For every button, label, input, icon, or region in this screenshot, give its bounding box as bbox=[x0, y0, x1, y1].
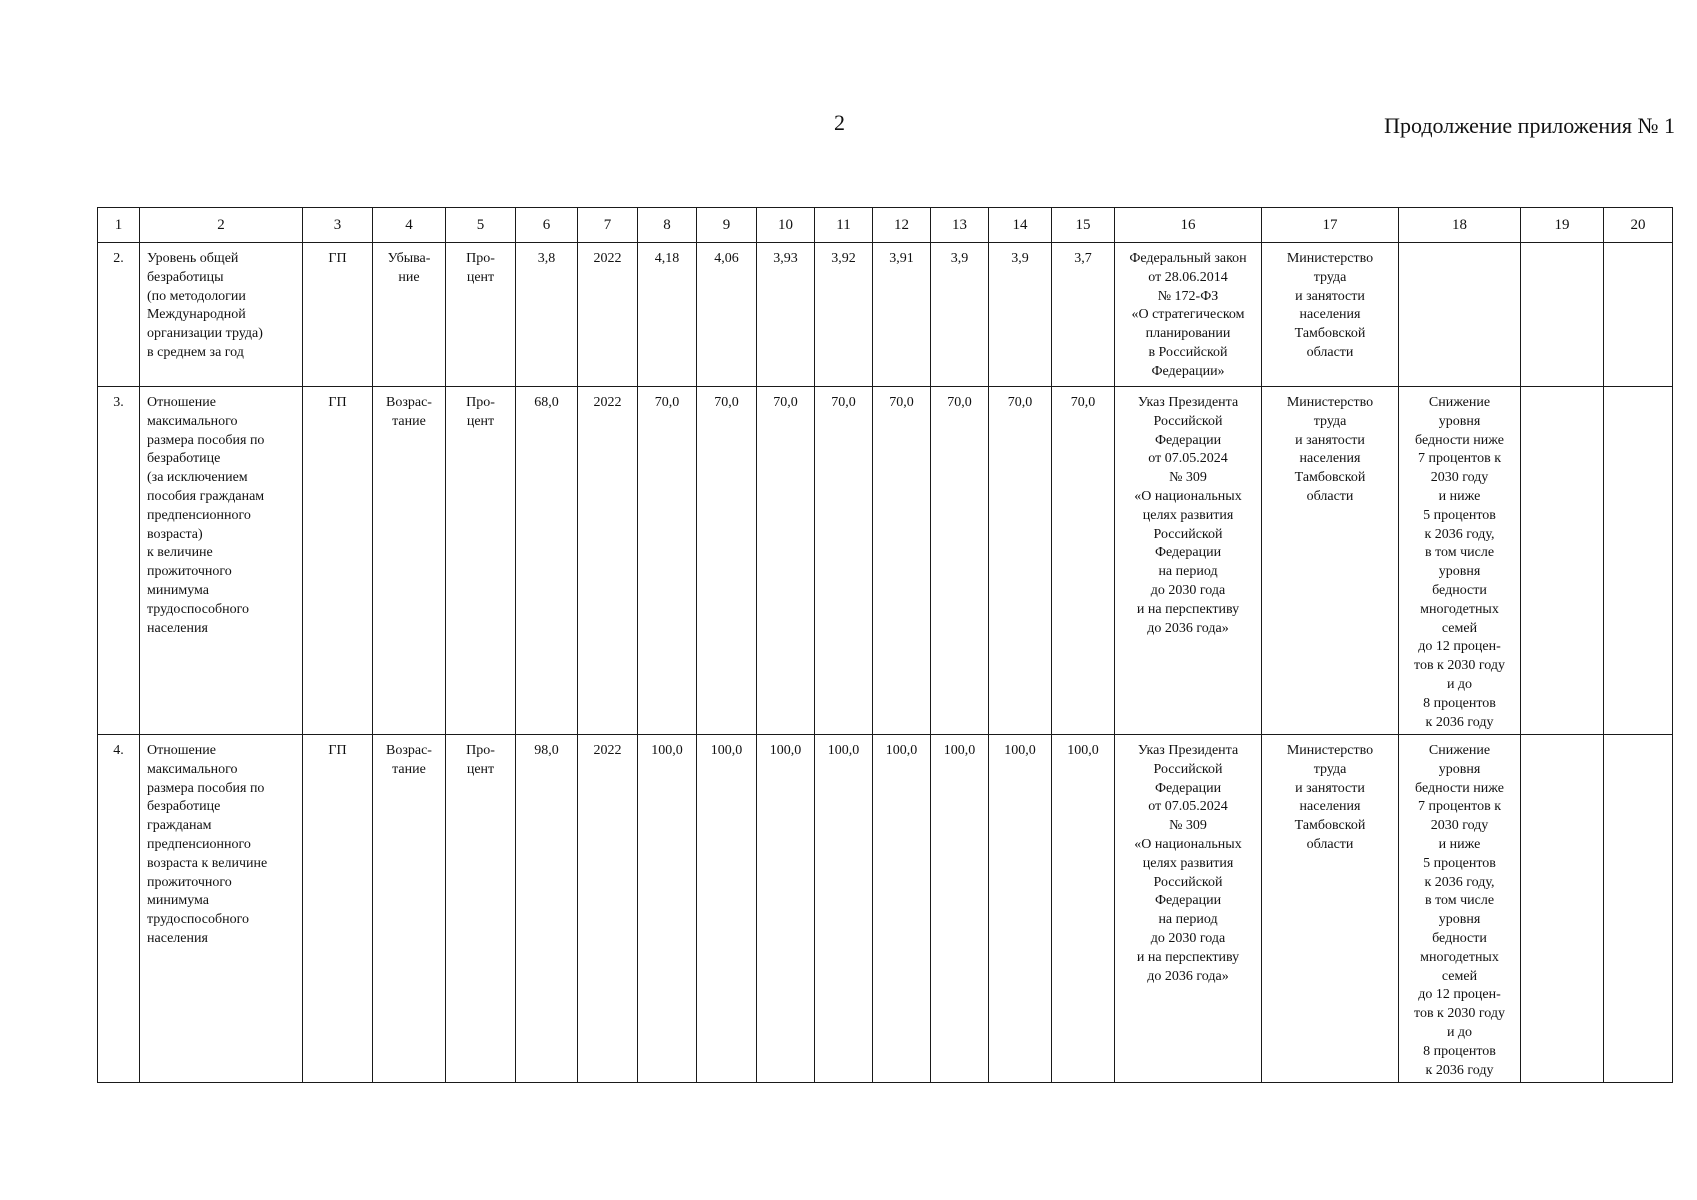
value-cell: 3,91 bbox=[873, 243, 931, 387]
empty-cell bbox=[1521, 243, 1604, 387]
column-header: 7 bbox=[578, 208, 638, 243]
responsible-cell bbox=[1262, 243, 1399, 387]
value-cell: 3,93 bbox=[757, 243, 815, 387]
column-header: 14 bbox=[989, 208, 1052, 243]
value-cell: 3,92 bbox=[815, 243, 873, 387]
unit-cell bbox=[446, 735, 516, 1083]
document-cell bbox=[1115, 735, 1262, 1083]
value-cell: 3,9 bbox=[931, 243, 989, 387]
column-header: 11 bbox=[815, 208, 873, 243]
value-cell: 100,0 bbox=[697, 735, 757, 1083]
value-cell: 100,0 bbox=[873, 735, 931, 1083]
column-header: 12 bbox=[873, 208, 931, 243]
value-cell: 4,18 bbox=[638, 243, 697, 387]
base-year-cell: 2022 bbox=[578, 387, 638, 735]
base-value-cell: 68,0 bbox=[516, 387, 578, 735]
responsible-text: Министерство труда и занятости населения Тамбовской области bbox=[1286, 743, 1374, 852]
empty-cell bbox=[1604, 243, 1673, 387]
indicator-name-text: Отношение максимального размера пособия по безработице гражданам предпенсионного возраста к величине прожиточного минимума трудоспособного населения bbox=[147, 743, 268, 946]
row-number: 4. bbox=[98, 735, 140, 1083]
value-cell: 70,0 bbox=[989, 387, 1052, 735]
table-row bbox=[98, 387, 1673, 735]
value-cell: 100,0 bbox=[1052, 735, 1115, 1083]
trend-cell bbox=[373, 387, 446, 735]
row-number: 2. bbox=[98, 243, 140, 387]
document-cell bbox=[1115, 243, 1262, 387]
empty-cell bbox=[1604, 735, 1673, 1083]
value-cell: 70,0 bbox=[757, 387, 815, 735]
document-cell bbox=[1115, 387, 1262, 735]
column-header: 13 bbox=[931, 208, 989, 243]
column-header: 1 bbox=[98, 208, 140, 243]
unit-text: Про- цент bbox=[466, 743, 495, 777]
value-cell: 3,7 bbox=[1052, 243, 1115, 387]
indicator-name bbox=[140, 387, 303, 735]
header-row bbox=[98, 208, 1673, 243]
base-year-cell: 2022 bbox=[578, 735, 638, 1083]
value-cell: 3,9 bbox=[989, 243, 1052, 387]
value-cell: 100,0 bbox=[989, 735, 1052, 1083]
unit-cell bbox=[446, 243, 516, 387]
value-cell: 100,0 bbox=[757, 735, 815, 1083]
base-value-cell: 3,8 bbox=[516, 243, 578, 387]
value-cell: 100,0 bbox=[638, 735, 697, 1083]
column-header: 16 bbox=[1115, 208, 1262, 243]
value-cell: 100,0 bbox=[931, 735, 989, 1083]
trend-text: Возрас- тание bbox=[386, 395, 432, 429]
value-cell: 70,0 bbox=[873, 387, 931, 735]
responsible-text: Министерство труда и занятости населения Тамбовской области bbox=[1286, 251, 1374, 360]
empty-cell bbox=[1521, 387, 1604, 735]
column-header: 5 bbox=[446, 208, 516, 243]
responsible-cell bbox=[1262, 387, 1399, 735]
trend-cell bbox=[373, 243, 446, 387]
column-header: 10 bbox=[757, 208, 815, 243]
link-text: Снижение уровня бедности ниже 7 процентов к 2030 году и ниже 5 процентов к 2036 году, в том числе уровня бедности многодетных семей до 12 процен- тов к 2030 году и до 8 процентов к 2036 году bbox=[1414, 395, 1505, 730]
level-cell: ГП bbox=[303, 735, 373, 1083]
responsible-text: Министерство труда и занятости населения Тамбовской области bbox=[1286, 395, 1374, 504]
responsible-cell bbox=[1262, 735, 1399, 1083]
column-header: 20 bbox=[1604, 208, 1673, 243]
level-cell: ГП bbox=[303, 243, 373, 387]
column-header: 3 bbox=[303, 208, 373, 243]
base-value-cell: 98,0 bbox=[516, 735, 578, 1083]
trend-text: Возрас- тание bbox=[386, 743, 432, 777]
link-cell bbox=[1399, 243, 1521, 387]
base-year-cell: 2022 bbox=[578, 243, 638, 387]
column-header: 17 bbox=[1262, 208, 1399, 243]
link-cell bbox=[1399, 735, 1521, 1083]
column-header: 8 bbox=[638, 208, 697, 243]
column-header: 18 bbox=[1399, 208, 1521, 243]
document-text: Федеральный закон от 28.06.2014 № 172-ФЗ «О стратегическом планировании в Российской Федерации» bbox=[1129, 251, 1247, 379]
value-cell: 70,0 bbox=[931, 387, 989, 735]
indicator-name bbox=[140, 243, 303, 387]
unit-text: Про- цент bbox=[466, 395, 495, 429]
indicator-name-text: Отношение максимального размера пособия по безработице (за исключением пособия гражданам предпенсионного возраста) к величине прожиточного минимума трудоспособного населения bbox=[147, 395, 265, 636]
row-number: 3. bbox=[98, 387, 140, 735]
column-header: 6 bbox=[516, 208, 578, 243]
unit-text: Про- цент bbox=[466, 251, 495, 285]
value-cell: 70,0 bbox=[1052, 387, 1115, 735]
value-cell: 70,0 bbox=[697, 387, 757, 735]
column-header: 9 bbox=[697, 208, 757, 243]
empty-cell bbox=[1521, 735, 1604, 1083]
link-text: Снижение уровня бедности ниже 7 процентов к 2030 году и ниже 5 процентов к 2036 году, в том числе уровня бедности многодетных семей до 12 процен- тов к 2030 году и до 8 процентов к 2036 году bbox=[1414, 743, 1505, 1078]
trend-cell bbox=[373, 735, 446, 1083]
column-header: 19 bbox=[1521, 208, 1604, 243]
column-header: 4 bbox=[373, 208, 446, 243]
continuation-title: Продолжение приложения № 1 bbox=[1384, 113, 1675, 138]
indicator-name-text: Уровень общей безработицы (по методологии Международной организации труда) в среднем за год bbox=[147, 251, 263, 360]
document-text: Указ Президента Российской Федерации от 07.05.2024 № 309 «О национальных целях развития Российской Федерации на период до 2030 года и на перспективу до 2036 года» bbox=[1134, 395, 1242, 636]
indicator-name bbox=[140, 735, 303, 1083]
value-cell: 100,0 bbox=[815, 735, 873, 1083]
column-header: 15 bbox=[1052, 208, 1115, 243]
column-header: 2 bbox=[140, 208, 303, 243]
table-row bbox=[98, 735, 1673, 1083]
document-text: Указ Президента Российской Федерации от 07.05.2024 № 309 «О национальных целях развития Российской Федерации на период до 2030 года и на перспективу до 2036 года» bbox=[1134, 743, 1242, 984]
value-cell: 70,0 bbox=[815, 387, 873, 735]
empty-cell bbox=[1604, 387, 1673, 735]
page-number: 2 bbox=[834, 110, 845, 135]
level-cell: ГП bbox=[303, 387, 373, 735]
table-row bbox=[98, 243, 1673, 387]
unit-cell bbox=[446, 387, 516, 735]
value-cell: 70,0 bbox=[638, 387, 697, 735]
link-cell bbox=[1399, 387, 1521, 735]
trend-text: Убыва- ние bbox=[387, 251, 431, 285]
value-cell: 4,06 bbox=[697, 243, 757, 387]
indicators-table bbox=[97, 207, 1673, 1083]
